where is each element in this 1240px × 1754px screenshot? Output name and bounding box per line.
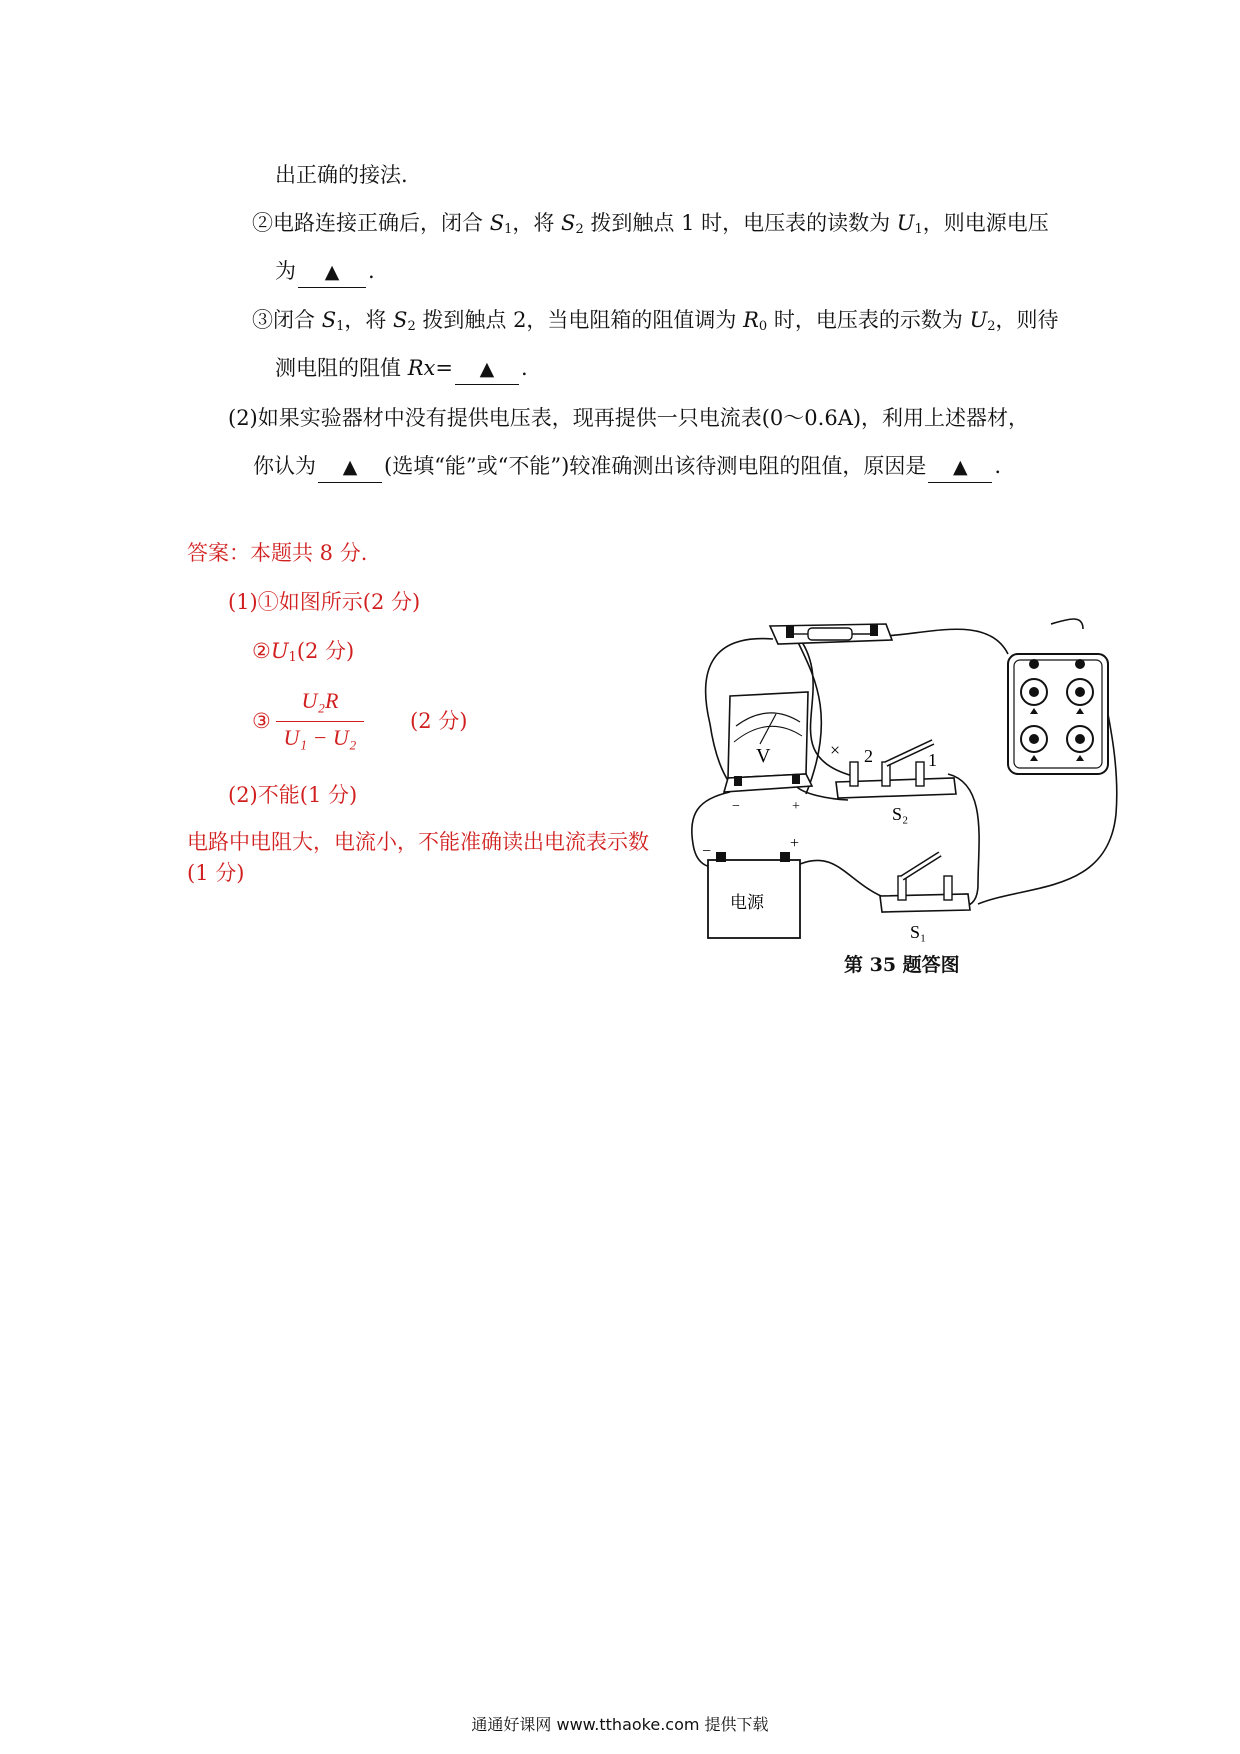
question-line-1 xyxy=(275,160,408,190)
wire-battery-to-s1 xyxy=(800,860,888,899)
text: 拨到触点 2，当电阻箱的阻值调为 xyxy=(415,308,744,332)
voltmeter xyxy=(724,692,812,814)
question-part-2 xyxy=(228,403,1029,433)
answer-header xyxy=(187,538,367,568)
resistance-box xyxy=(1008,654,1108,774)
text: 出正确的接法. xyxy=(275,163,408,187)
page-footer: 通通好课网 www.tthaoke.com 提供下载 xyxy=(471,1715,769,1734)
s2-label: S₂ xyxy=(892,804,909,824)
question-step-2-cont xyxy=(275,256,375,288)
answer-blank xyxy=(298,256,366,288)
subscript: 1 xyxy=(504,222,513,237)
answer-1 xyxy=(228,587,420,617)
text: 为 xyxy=(275,259,296,283)
figure-caption: 第 35 题答图 xyxy=(844,954,960,976)
subscript: 1 xyxy=(288,650,297,665)
text: 时，电压表的示数为 xyxy=(767,308,970,332)
text: ③闭合 xyxy=(252,308,322,332)
formula-fraction xyxy=(276,688,366,752)
answer-blank xyxy=(455,353,519,385)
wire-resistor-to-box xyxy=(884,629,1008,654)
text: 拨到触点 1 时，电压表的读数为 xyxy=(583,211,897,235)
text: (2 分) xyxy=(296,639,355,663)
symbol-u: U xyxy=(969,308,988,332)
text: . xyxy=(994,454,1002,478)
subscript: 2 xyxy=(407,319,416,334)
text: . xyxy=(520,356,528,380)
text: ②电路连接正确后，闭合 xyxy=(252,211,490,235)
question-step-3-cont xyxy=(275,353,528,385)
subscript: 0 xyxy=(758,319,768,334)
text: (2)如果实验器材中没有提供电压表，现再提供一只电流表(0～0.6A)，利用上述器材， xyxy=(228,406,1030,430)
text: 测电阻的阻值 xyxy=(275,356,408,380)
answer-blank xyxy=(928,451,992,483)
battery-minus-label: − xyxy=(702,843,712,860)
symbol-u: U xyxy=(896,211,915,235)
s2-contact-2: 2 xyxy=(864,746,873,766)
voltmeter-plus-label: + xyxy=(792,799,800,814)
switch-s1 xyxy=(880,854,970,942)
text: 电路中电阻大，电流小，不能准确读出电流表示数 xyxy=(187,830,649,854)
question-part-2-cont xyxy=(253,451,1001,483)
wire-box-top xyxy=(1051,619,1083,629)
answer-blank xyxy=(318,451,382,483)
text: . xyxy=(368,259,375,283)
triangle-icon: ▲ xyxy=(342,456,358,478)
answer-4 xyxy=(228,780,357,810)
s1-label: S₁ xyxy=(910,922,927,942)
text: 你认为 xyxy=(253,454,316,478)
symbol-s: S xyxy=(393,308,408,332)
fraction-numerator: U₂R xyxy=(301,688,339,713)
text: ，则电源电压 xyxy=(922,211,1049,235)
fraction-bar xyxy=(276,721,364,722)
question-step-3 xyxy=(252,305,1059,335)
fraction-denominator: U₁ − U₂ xyxy=(283,725,357,750)
battery xyxy=(702,835,800,938)
text: (1)①如图所示(2 分) xyxy=(228,590,421,614)
voltmeter-label: V xyxy=(756,745,771,767)
triangle-icon: ▲ xyxy=(479,358,495,380)
triangle-icon: ▲ xyxy=(324,261,340,283)
resistor xyxy=(770,624,892,644)
answer-5 xyxy=(187,827,649,857)
answer-3-prefix xyxy=(252,706,271,736)
circuit-diagram xyxy=(688,614,1128,954)
subscript: 1 xyxy=(336,319,345,334)
text: 答案：本题共 8 分. xyxy=(187,541,368,565)
question-step-2 xyxy=(252,208,1049,238)
text: ，将 xyxy=(344,308,394,332)
symbol-s: S xyxy=(321,308,337,332)
symbol-s: S xyxy=(489,211,505,235)
text: (2 分) xyxy=(410,709,468,733)
cross-mark: × xyxy=(830,740,841,760)
s2-contact-1: 1 xyxy=(928,750,937,770)
text: (1 分) xyxy=(187,861,245,885)
battery-label: 电源 xyxy=(730,893,764,913)
symbol-s: S xyxy=(561,211,576,235)
text: ，将 xyxy=(512,211,562,235)
subscript: 1 xyxy=(914,222,923,237)
answer-5-score xyxy=(187,858,244,888)
subscript: 2 xyxy=(987,319,996,334)
text: (2)不能(1 分) xyxy=(228,783,358,807)
subscript: 2 xyxy=(575,222,584,237)
answer-2 xyxy=(252,636,354,666)
text: ② xyxy=(252,639,271,663)
triangle-icon: ▲ xyxy=(953,456,968,478)
text: ③ xyxy=(252,709,271,733)
text: = xyxy=(435,356,453,380)
switch-s2 xyxy=(830,740,956,824)
symbol-r: R xyxy=(743,308,759,332)
text: (选填“能”或“不能”)较准确测出该待测电阻的阻值，原因是 xyxy=(384,454,927,478)
battery-plus-label: + xyxy=(790,835,800,852)
symbol-rx: Rx xyxy=(407,356,436,380)
symbol-u: U xyxy=(270,639,289,663)
answer-3-score xyxy=(410,706,467,736)
voltmeter-minus-label: − xyxy=(732,799,740,814)
text: ，则待 xyxy=(995,308,1059,332)
